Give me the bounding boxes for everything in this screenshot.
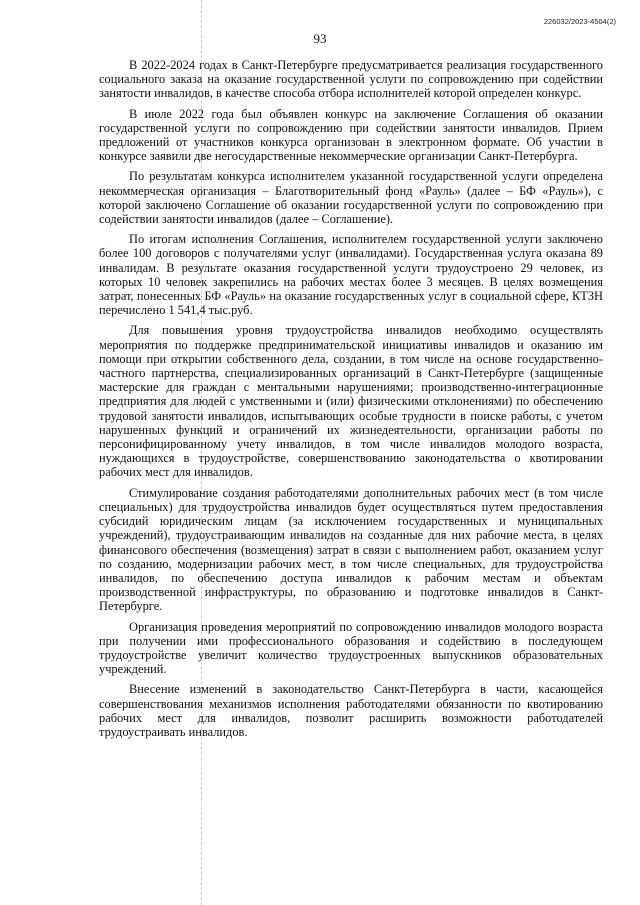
- paragraph: Стимулирование создания работодателями дополнительных рабочих мест (в том числе специальных) для трудоустройства инвалидов будет осуществляться путем предоставления субсидий юридическим лицам (за исключением государственных и муниципальных учреждений), трудоустраивающим инвалидов на созданные для них рабочие места, в целях финансового обеспечения (возмещения) затрат в связи с выполнением работ, оказанием услуг по созданию, модернизации рабочих мест, в том числе специальных, для трудоустройства инвалидов, по обеспечению доступа инвалидов к рабочим местам и объектам производственной инфраструктуры, по образованию и подготовке инвалидов в Санкт-Петербурге.: [99, 485, 603, 614]
- paragraph: В 2022-2024 годах в Санкт-Петербурге предусматривается реализация государственного социального заказа на оказание государственной услуги по сопровождению при содействии занятости инвалидов, в качестве способа отбора исполнителей которой определен конкурс.: [99, 58, 603, 101]
- paragraph: Внесение изменений в законодательство Санкт-Петербурга в части, касающейся совершенствования механизмов исполнения работодателями обязанности по квотированию рабочих мест для инвалидов, позволит расширить возможности работодателей трудоустраивать инвалидов.: [99, 682, 603, 739]
- document-code: 226032/2023-4504(2): [543, 17, 616, 26]
- paragraph: По результатам конкурса исполнителем указанной государственной услуги определена некоммерческая организация – Благотворительный фонд «Рауль» (далее – БФ «Рауль»), с которой заключено Соглашение об оказании государственной услуги по сопровождению при содействии занятости инвалидов (далее – Соглашение).: [99, 169, 603, 227]
- paragraph: Для повышения уровня трудоустройства инвалидов необходимо осуществлять мероприятия по поддержке предпринимательской инициативы инвалидов и оказанию им помощи при открытии собственного дела, создании, в том числе на основе государственно-частного партнерства, специализированных организаций в Санкт-Петербурге (защищенные мастерские для граждан с ментальными нарушениями; производственно-интеграционные предприятия для людей с умственными и (или) физическими отклонениями) по обеспечению трудовой занятости инвалидов, испытывающих особые трудности в поиске работы, с учетом нарушенных функций и ограничений их жизнедеятельности, организации работы по персонифицированному учету инвалидов, в том числе инвалидов молодого возраста, нуждающихся в трудоустройстве, совершенствованию законодательства о квотировании рабочих мест для инвалидов.: [99, 323, 603, 480]
- paragraph: В июле 2022 года был объявлен конкурс на заключение Соглашения об оказании государственной услуги по сопровождению при содействии занятости инвалидов. Прием предложений от участников конкурса организован в электронном формате. Об участии в конкурсе заявили две негосударственные некоммерческие организации Санкт-Петербурга.: [99, 106, 603, 164]
- document-body: [99, 58, 603, 745]
- paragraph: Организация проведения мероприятий по сопровождению инвалидов молодого возраста при получении ими профессионального образования и содействию в последующем трудоустройстве увеличит количество трудоустроенных выпускников образовательных учреждений.: [99, 619, 603, 677]
- paragraph: По итогам исполнения Соглашения, исполнителем государственной услуги заключено более 100 договоров с получателями услуг (инвалидами). Государственная услуга оказана 89 инвалидам. В результате оказания государственной услуги трудоустроено 29 человек, из которых 10 человек закрепились на рабочих местах более 3 месяцев. В целях возмещения затрат, понесенных БФ «Рауль» на оказание государственных услуг в социальной сфере, КТЗН перечислено 1 541,4 тыс.руб.: [99, 232, 603, 318]
- page-number: 93: [313, 31, 327, 46]
